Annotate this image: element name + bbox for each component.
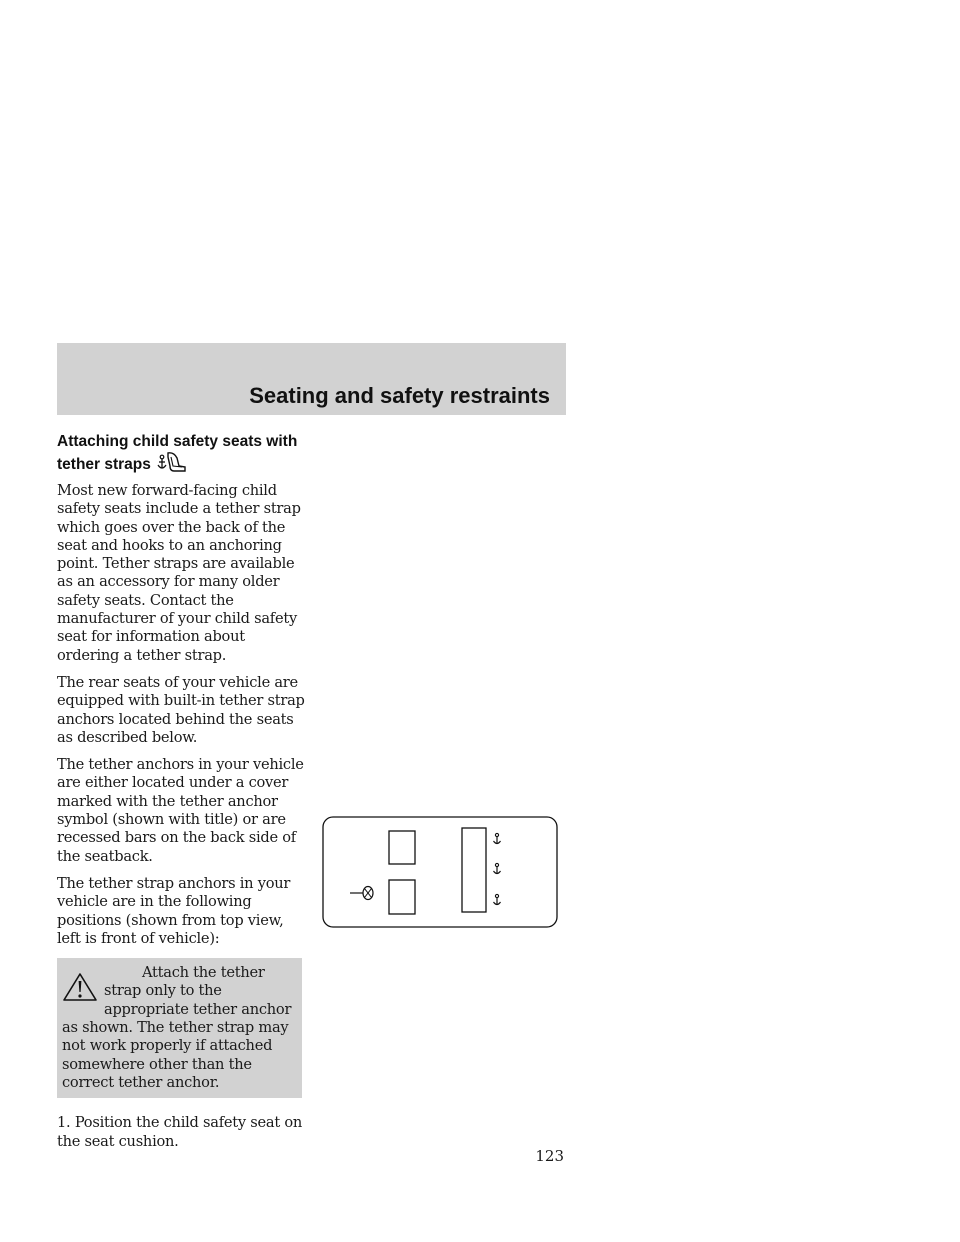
- paragraph-4: The tether strap anchors in your vehicle are in the following positions (shown from top view, left is front of vehicle):: [57, 874, 291, 947]
- warning-triangle-icon: [62, 972, 98, 1002]
- heading-line-2: tether straps: [57, 456, 151, 473]
- vehicle-outline: [323, 817, 557, 927]
- front-seat-driver: [389, 880, 415, 914]
- paragraph-3: The tether anchors in your vehicle are either located under a cover marked with the tether anchor symbol (shown with title) or are recessed bars on the back side of the seatback.: [57, 756, 304, 865]
- section-title: Seating and safety restraints: [249, 383, 550, 408]
- paragraph-2: The rear seats of your vehicle are equipped with built-in tether strap anchors located behind the seats as described below.: [57, 673, 305, 746]
- tether-anchor-seat-icon: [157, 451, 187, 473]
- page-number: 123: [535, 1147, 564, 1165]
- paragraph-1: Most new forward-facing child safety seats include a tether strap which goes over the back of the seat and hooks to an anchoring point. Tether straps are available as an accessory for many older safety seats. Contact the manufacturer of your child safety seat for information about ordering a tether strap.: [57, 482, 301, 664]
- section-header-band: [57, 343, 566, 415]
- main-column: [57, 432, 307, 1160]
- section-heading: [57, 432, 307, 474]
- warning-text: Attach the tether strap only to the appropriate tether anchor as shown. The tether strap may not work properly if attached somewhere other than the correct tether anchor.: [62, 964, 292, 1091]
- front-seat-passenger: [389, 831, 415, 864]
- warning-box: [57, 958, 302, 1098]
- tether-anchor-positions-diagram: [322, 816, 558, 928]
- heading-line-1: Attaching child safety seats with: [57, 433, 298, 450]
- step-1: 1. Position the child safety seat on the seat cushion.: [57, 1114, 303, 1150]
- rear-bench-seat: [462, 828, 486, 912]
